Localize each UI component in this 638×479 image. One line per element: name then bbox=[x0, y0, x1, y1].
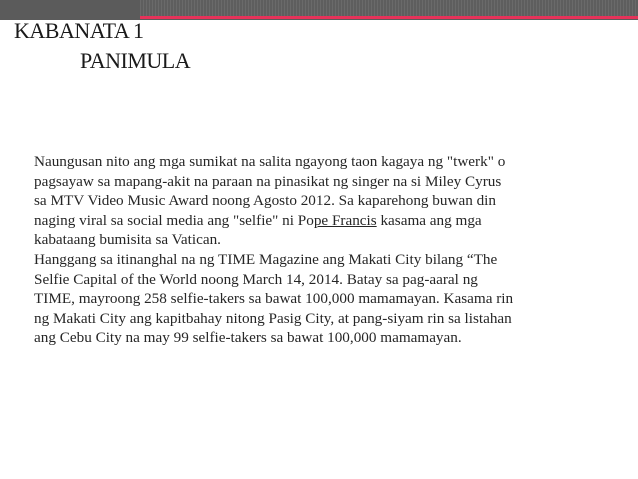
accent-line bbox=[140, 16, 638, 19]
slide-body bbox=[34, 152, 604, 348]
paragraph-1 bbox=[34, 152, 604, 250]
pope-francis-link[interactable]: pe Francis bbox=[313, 211, 377, 229]
paragraph-2: Hanggang sa itinanghal na ng TIME Magazine ang Makati City bilang “The Selfie Capital of the World noong March 14, 2014. Batay sa pag-aaral ng TIME, mayroong 258 selfie-takers sa bawat 100,000 mamamayan. Kasama rin ng Makati City ang kapitbahay nitong Pasig City, at pang-siyam rin sa listahan ang Cebu City na may 99 selfie-takers sa bawat 100,000 mamamayan. bbox=[34, 250, 514, 347]
slide-title-line2: PANIMULA bbox=[80, 48, 191, 73]
paragraph-1-text-b: kasama ang mga kabataang bumisita sa Vatican. bbox=[34, 211, 482, 249]
top-bar-texture bbox=[140, 0, 638, 16]
paragraph-1-text-a: Naungusan nito ang mga sumikat na salita ngayong taon kagaya ng "twerk" o pagsayaw sa mapang-akit na paraan na pinasikat ng singer na si Miley Cyrus sa MTV Video Music Award noong Agosto 2012. Sa kaparehong buwan din naging viral sa social media ang "selfie" ni Po bbox=[34, 153, 506, 229]
slide-title-line1: KABANATA 1 bbox=[14, 18, 144, 43]
